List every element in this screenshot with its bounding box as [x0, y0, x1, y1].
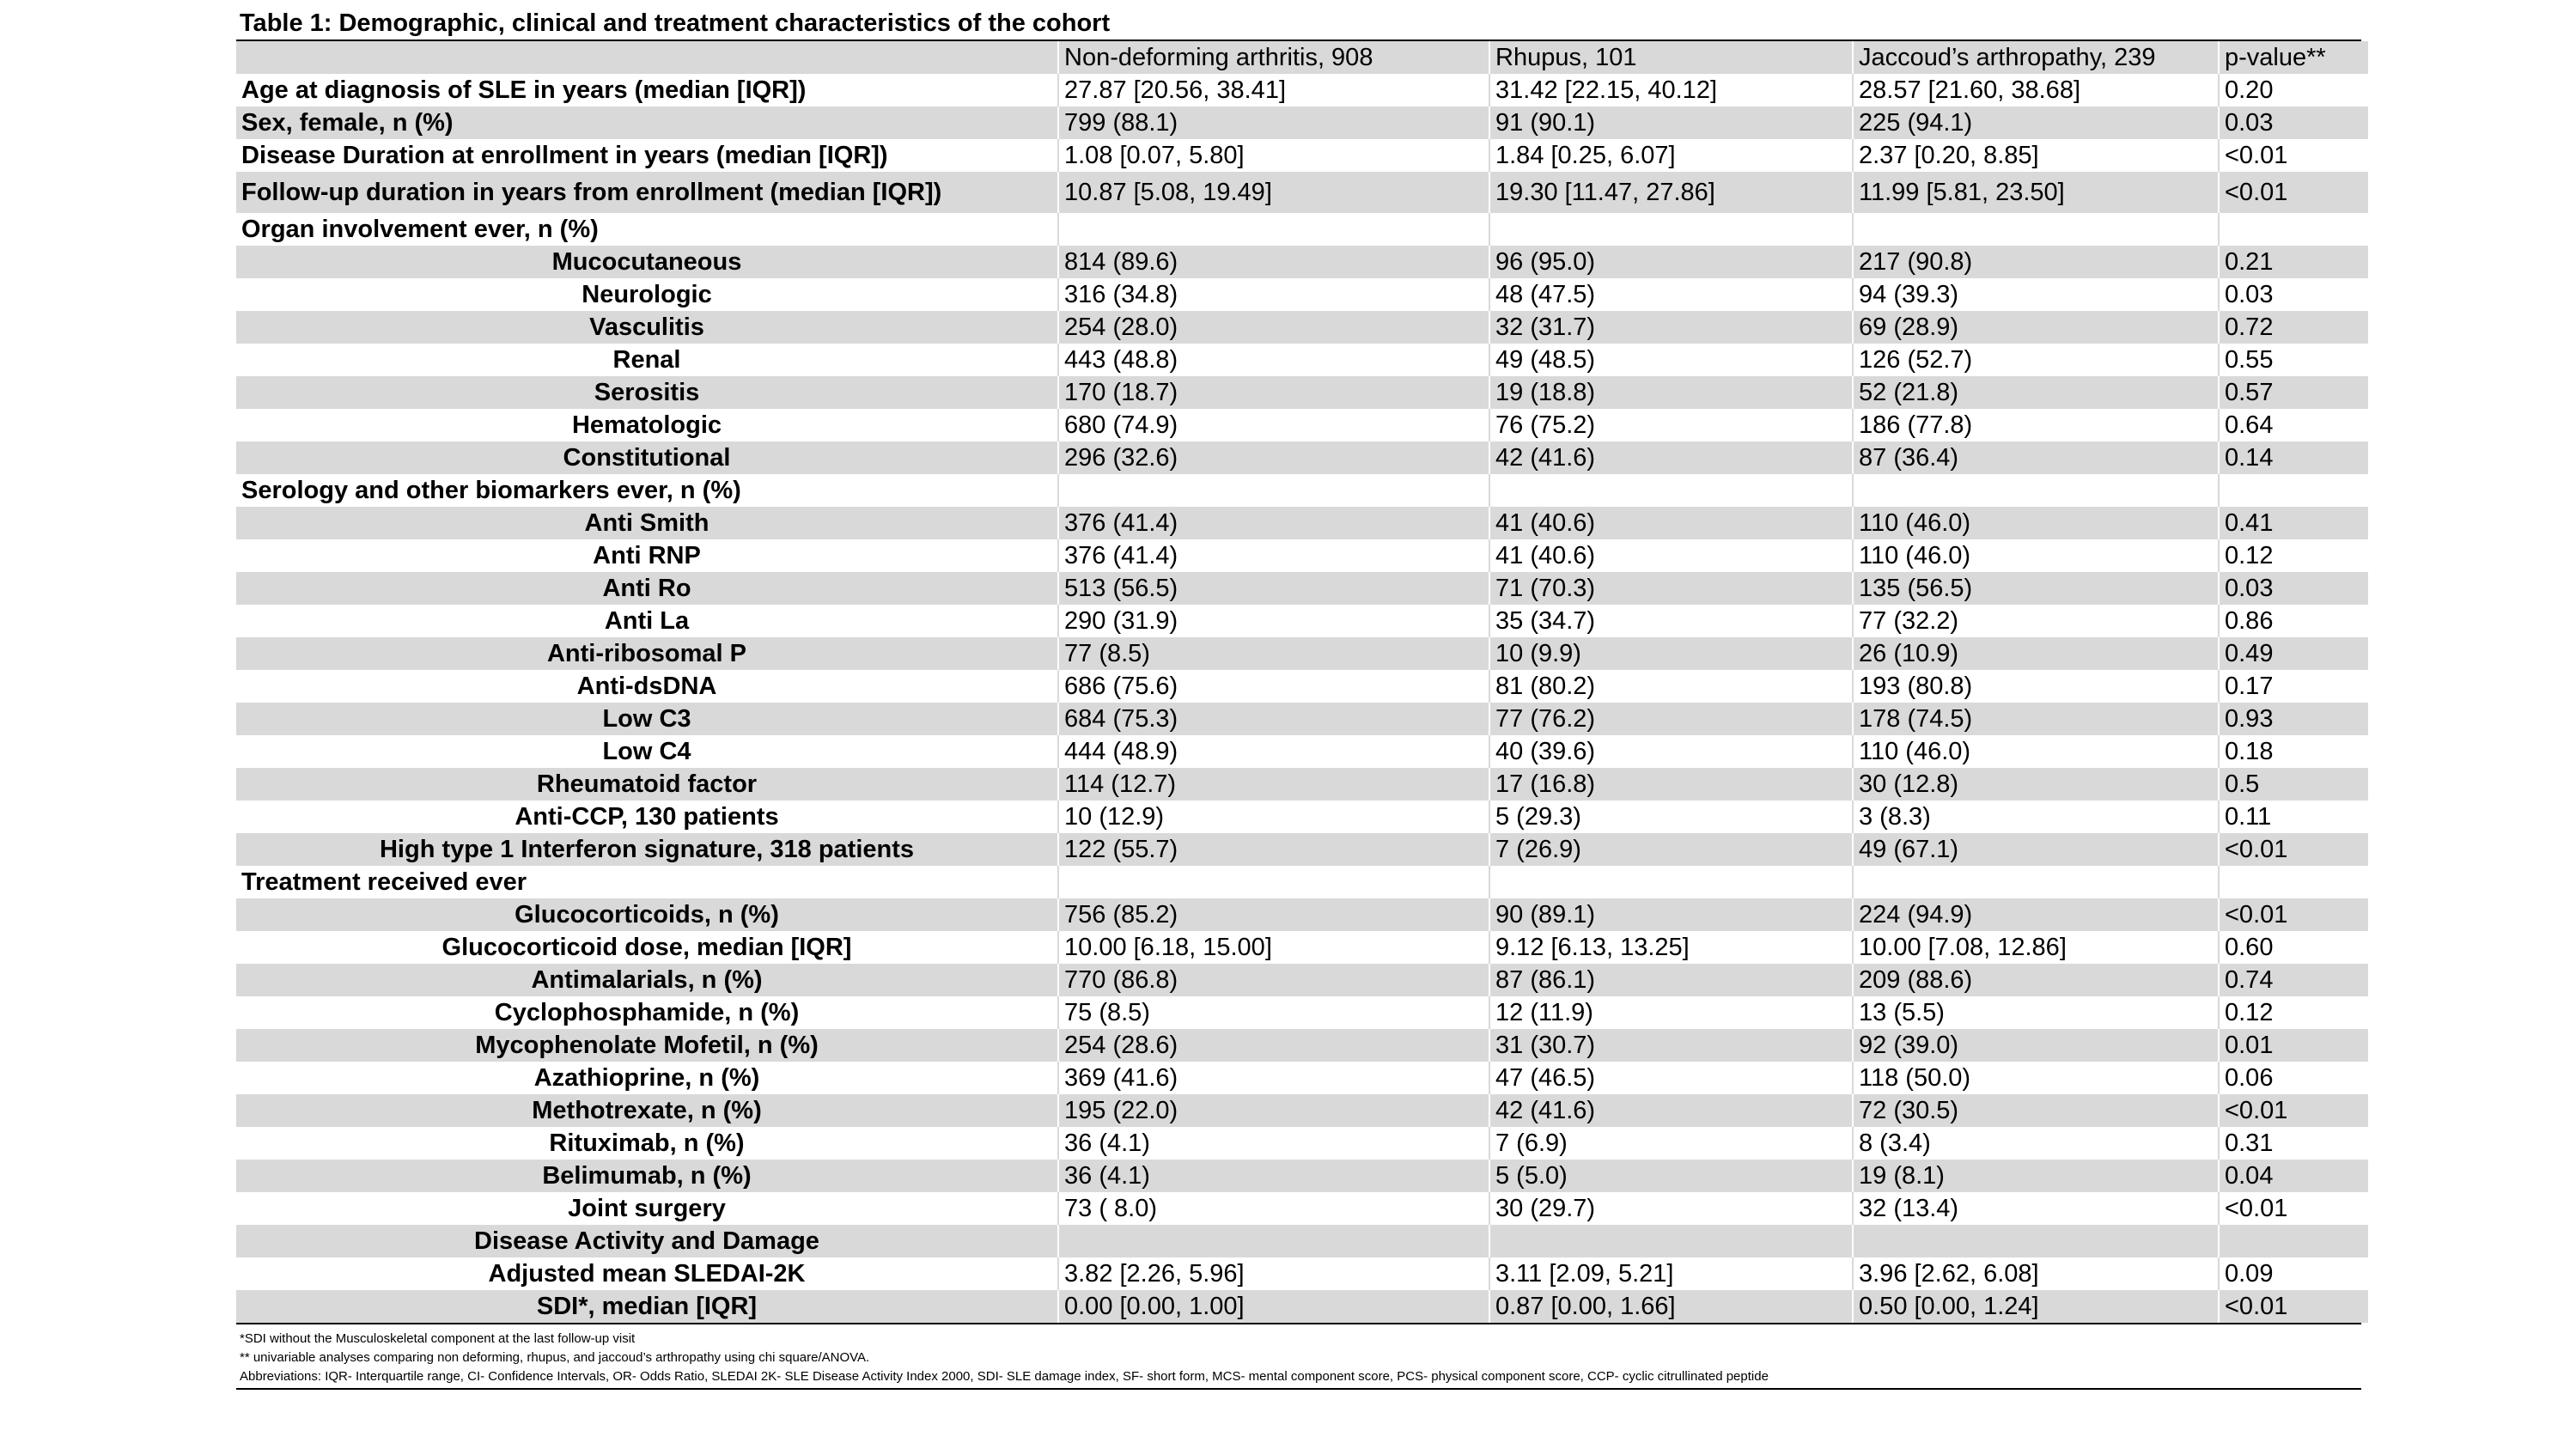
table-row	[236, 572, 2368, 605]
table-header-row	[236, 41, 2368, 74]
cell-p-value: 0.03	[2219, 278, 2368, 311]
table-row	[236, 1094, 2368, 1127]
row-label: Anti RNP	[236, 539, 1058, 572]
cell-rhupus: 76 (75.2)	[1489, 409, 1853, 441]
row-label: Hematologic	[236, 409, 1058, 441]
header-cell-non-deforming: Non-deforming arthritis, 908	[1058, 41, 1489, 74]
cell-rhupus: 0.87 [0.00, 1.66]	[1489, 1290, 1853, 1323]
cell-jaccoud: 77 (32.2)	[1853, 605, 2219, 637]
cell-rhupus: 9.12 [6.13, 13.25]	[1489, 931, 1853, 964]
cell-p-value	[2219, 474, 2368, 507]
cell-jaccoud: 92 (39.0)	[1853, 1029, 2219, 1062]
row-label: Glucocorticoids, n (%)	[236, 898, 1058, 931]
table-title: Table 1: Demographic, clinical and treatment characteristics of the cohort	[236, 7, 2361, 41]
cell-non-deforming: 686 (75.6)	[1058, 670, 1489, 703]
cell-non-deforming: 36 (4.1)	[1058, 1127, 1489, 1160]
cell-rhupus: 19 (18.8)	[1489, 376, 1853, 409]
cell-jaccoud: 52 (21.8)	[1853, 376, 2219, 409]
cell-rhupus: 19.30 [11.47, 27.86]	[1489, 172, 1853, 213]
cell-p-value: 0.09	[2219, 1257, 2368, 1290]
cell-jaccoud: 0.50 [0.00, 1.24]	[1853, 1290, 2219, 1323]
table-row	[236, 311, 2368, 344]
cell-rhupus: 35 (34.7)	[1489, 605, 1853, 637]
cell-jaccoud: 217 (90.8)	[1853, 246, 2219, 278]
cell-non-deforming: 36 (4.1)	[1058, 1160, 1489, 1192]
cell-non-deforming: 27.87 [20.56, 38.41]	[1058, 74, 1489, 107]
row-label: Low C3	[236, 703, 1058, 735]
cell-jaccoud: 118 (50.0)	[1853, 1062, 2219, 1094]
table-row	[236, 507, 2368, 539]
row-label: Follow-up duration in years from enrollment (median [IQR])	[236, 172, 1058, 213]
row-label: Disease Activity and Damage	[236, 1225, 1058, 1257]
row-label: Neurologic	[236, 278, 1058, 311]
cell-non-deforming: 316 (34.8)	[1058, 278, 1489, 311]
cell-rhupus: 10 (9.9)	[1489, 637, 1853, 670]
cell-non-deforming: 3.82 [2.26, 5.96]	[1058, 1257, 1489, 1290]
cell-non-deforming: 1.08 [0.07, 5.80]	[1058, 139, 1489, 172]
cell-jaccoud: 26 (10.9)	[1853, 637, 2219, 670]
cell-non-deforming: 10 (12.9)	[1058, 801, 1489, 833]
header-cell-rhupus: Rhupus, 101	[1489, 41, 1853, 74]
cell-rhupus: 31.42 [22.15, 40.12]	[1489, 74, 1853, 107]
cell-non-deforming: 254 (28.6)	[1058, 1029, 1489, 1062]
row-label: Anti-ribosomal P	[236, 637, 1058, 670]
cell-jaccoud: 87 (36.4)	[1853, 441, 2219, 474]
cell-rhupus: 41 (40.6)	[1489, 507, 1853, 539]
cell-p-value: 0.21	[2219, 246, 2368, 278]
cell-jaccoud: 32 (13.4)	[1853, 1192, 2219, 1225]
cell-rhupus: 48 (47.5)	[1489, 278, 1853, 311]
row-label: Antimalarials, n (%)	[236, 964, 1058, 996]
cell-rhupus: 96 (95.0)	[1489, 246, 1853, 278]
row-label: Disease Duration at enrollment in years (median [IQR])	[236, 139, 1058, 172]
table-row	[236, 768, 2368, 801]
cell-rhupus: 49 (48.5)	[1489, 344, 1853, 376]
cell-non-deforming: 195 (22.0)	[1058, 1094, 1489, 1127]
cell-rhupus	[1489, 1225, 1853, 1257]
cell-rhupus: 3.11 [2.09, 5.21]	[1489, 1257, 1853, 1290]
cell-rhupus	[1489, 474, 1853, 507]
cell-p-value: 0.49	[2219, 637, 2368, 670]
cell-p-value	[2219, 1225, 2368, 1257]
cell-p-value: 0.86	[2219, 605, 2368, 637]
row-label: Age at diagnosis of SLE in years (median [IQR])	[236, 74, 1058, 107]
cell-p-value: 0.03	[2219, 572, 2368, 605]
table-row	[236, 139, 2368, 172]
cell-jaccoud: 49 (67.1)	[1853, 833, 2219, 866]
cell-p-value: 0.03	[2219, 107, 2368, 139]
header-cell-jaccoud: Jaccoud’s arthropathy, 239	[1853, 41, 2219, 74]
cell-p-value: <0.01	[2219, 833, 2368, 866]
table-row	[236, 1257, 2368, 1290]
cell-rhupus: 91 (90.1)	[1489, 107, 1853, 139]
cell-non-deforming: 444 (48.9)	[1058, 735, 1489, 768]
cell-jaccoud: 30 (12.8)	[1853, 768, 2219, 801]
cell-jaccoud: 225 (94.1)	[1853, 107, 2219, 139]
table-row	[236, 278, 2368, 311]
row-label: Constitutional	[236, 441, 1058, 474]
cell-non-deforming: 770 (86.8)	[1058, 964, 1489, 996]
header-cell-p-value: p-value**	[2219, 41, 2368, 74]
table-body	[236, 41, 2368, 1323]
cell-jaccoud	[1853, 474, 2219, 507]
cell-non-deforming: 10.87 [5.08, 19.49]	[1058, 172, 1489, 213]
cell-jaccoud: 110 (46.0)	[1853, 539, 2219, 572]
cell-p-value: 0.74	[2219, 964, 2368, 996]
table-row	[236, 801, 2368, 833]
table-row	[236, 539, 2368, 572]
cell-rhupus: 40 (39.6)	[1489, 735, 1853, 768]
row-label: Adjusted mean SLEDAI-2K	[236, 1257, 1058, 1290]
cell-non-deforming: 254 (28.0)	[1058, 311, 1489, 344]
characteristics-table	[236, 41, 2368, 1323]
row-label: Anti-CCP, 130 patients	[236, 801, 1058, 833]
cell-rhupus: 31 (30.7)	[1489, 1029, 1853, 1062]
cell-non-deforming: 814 (89.6)	[1058, 246, 1489, 278]
table-row	[236, 1160, 2368, 1192]
cell-non-deforming: 290 (31.9)	[1058, 605, 1489, 637]
cell-p-value: 0.57	[2219, 376, 2368, 409]
cell-non-deforming: 0.00 [0.00, 1.00]	[1058, 1290, 1489, 1323]
cell-p-value: 0.17	[2219, 670, 2368, 703]
cell-non-deforming	[1058, 1225, 1489, 1257]
cell-jaccoud: 69 (28.9)	[1853, 311, 2219, 344]
cell-rhupus: 32 (31.7)	[1489, 311, 1853, 344]
cell-non-deforming: 73 ( 8.0)	[1058, 1192, 1489, 1225]
table-row	[236, 376, 2368, 409]
row-label: Serositis	[236, 376, 1058, 409]
cell-p-value	[2219, 866, 2368, 898]
table-row	[236, 637, 2368, 670]
cell-p-value: 0.18	[2219, 735, 2368, 768]
bottom-rule	[236, 1388, 2361, 1390]
cell-jaccoud: 19 (8.1)	[1853, 1160, 2219, 1192]
cell-jaccoud: 13 (5.5)	[1853, 996, 2219, 1029]
table-row	[236, 1225, 2368, 1257]
cell-p-value: 0.01	[2219, 1029, 2368, 1062]
cell-p-value: 0.14	[2219, 441, 2368, 474]
table-row	[236, 1127, 2368, 1160]
row-label: Low C4	[236, 735, 1058, 768]
row-label: Joint surgery	[236, 1192, 1058, 1225]
cell-p-value: 0.64	[2219, 409, 2368, 441]
cell-jaccoud: 193 (80.8)	[1853, 670, 2219, 703]
cell-jaccoud	[1853, 866, 2219, 898]
cell-jaccoud: 110 (46.0)	[1853, 507, 2219, 539]
row-label: Treatment received ever	[236, 866, 1058, 898]
cell-non-deforming: 684 (75.3)	[1058, 703, 1489, 735]
cell-p-value: 0.20	[2219, 74, 2368, 107]
cell-rhupus: 7 (26.9)	[1489, 833, 1853, 866]
row-label: Mycophenolate Mofetil, n (%)	[236, 1029, 1058, 1062]
table-row	[236, 964, 2368, 996]
header-cell-blank	[236, 41, 1058, 74]
cell-non-deforming: 122 (55.7)	[1058, 833, 1489, 866]
cell-non-deforming: 369 (41.6)	[1058, 1062, 1489, 1094]
row-label: High type 1 Interferon signature, 318 patients	[236, 833, 1058, 866]
cell-non-deforming: 376 (41.4)	[1058, 539, 1489, 572]
cell-jaccoud: 186 (77.8)	[1853, 409, 2219, 441]
cell-jaccoud: 8 (3.4)	[1853, 1127, 2219, 1160]
cell-jaccoud: 2.37 [0.20, 8.85]	[1853, 139, 2219, 172]
table-row	[236, 213, 2368, 246]
cell-jaccoud: 110 (46.0)	[1853, 735, 2219, 768]
table-row	[236, 898, 2368, 931]
cell-rhupus	[1489, 866, 1853, 898]
cell-rhupus: 47 (46.5)	[1489, 1062, 1853, 1094]
table-row	[236, 107, 2368, 139]
cell-jaccoud	[1853, 213, 2219, 246]
cell-p-value: 0.72	[2219, 311, 2368, 344]
cell-non-deforming: 513 (56.5)	[1058, 572, 1489, 605]
cell-rhupus: 7 (6.9)	[1489, 1127, 1853, 1160]
table-row	[236, 74, 2368, 107]
row-label: Cyclophosphamide, n (%)	[236, 996, 1058, 1029]
row-label: Anti-dsDNA	[236, 670, 1058, 703]
table-document	[236, 7, 2361, 1390]
cell-rhupus: 1.84 [0.25, 6.07]	[1489, 139, 1853, 172]
table-row	[236, 703, 2368, 735]
cell-rhupus: 42 (41.6)	[1489, 441, 1853, 474]
row-label: Rituximab, n (%)	[236, 1127, 1058, 1160]
cell-rhupus	[1489, 213, 1853, 246]
cell-jaccoud: 3 (8.3)	[1853, 801, 2219, 833]
row-label: Glucocorticoid dose, median [IQR]	[236, 931, 1058, 964]
cell-p-value: 0.04	[2219, 1160, 2368, 1192]
cell-non-deforming: 799 (88.1)	[1058, 107, 1489, 139]
cell-p-value: 0.12	[2219, 539, 2368, 572]
cell-p-value: <0.01	[2219, 172, 2368, 213]
row-label: Azathioprine, n (%)	[236, 1062, 1058, 1094]
row-label: Rheumatoid factor	[236, 768, 1058, 801]
cell-p-value: <0.01	[2219, 1192, 2368, 1225]
cell-non-deforming: 756 (85.2)	[1058, 898, 1489, 931]
cell-p-value: 0.41	[2219, 507, 2368, 539]
row-label: Organ involvement ever, n (%)	[236, 213, 1058, 246]
cell-non-deforming: 680 (74.9)	[1058, 409, 1489, 441]
table-row	[236, 833, 2368, 866]
table-row	[236, 474, 2368, 507]
cell-non-deforming	[1058, 213, 1489, 246]
cell-rhupus: 71 (70.3)	[1489, 572, 1853, 605]
cell-rhupus: 17 (16.8)	[1489, 768, 1853, 801]
cell-p-value: <0.01	[2219, 1094, 2368, 1127]
row-label: Methotrexate, n (%)	[236, 1094, 1058, 1127]
cell-jaccoud: 135 (56.5)	[1853, 572, 2219, 605]
row-label: Sex, female, n (%)	[236, 107, 1058, 139]
cell-non-deforming: 75 (8.5)	[1058, 996, 1489, 1029]
cell-p-value: 0.06	[2219, 1062, 2368, 1094]
cell-jaccoud: 11.99 [5.81, 23.50]	[1853, 172, 2219, 213]
table-row	[236, 1062, 2368, 1094]
row-label: Serology and other biomarkers ever, n (%)	[236, 474, 1058, 507]
cell-jaccoud: 28.57 [21.60, 38.68]	[1853, 74, 2219, 107]
cell-non-deforming	[1058, 474, 1489, 507]
cell-p-value: 0.60	[2219, 931, 2368, 964]
cell-jaccoud: 94 (39.3)	[1853, 278, 2219, 311]
row-label: Anti La	[236, 605, 1058, 637]
cell-rhupus: 42 (41.6)	[1489, 1094, 1853, 1127]
cell-p-value: 0.31	[2219, 1127, 2368, 1160]
cell-non-deforming: 170 (18.7)	[1058, 376, 1489, 409]
cell-jaccoud: 72 (30.5)	[1853, 1094, 2219, 1127]
row-label: SDI*, median [IQR]	[236, 1290, 1058, 1323]
row-label: Mucocutaneous	[236, 246, 1058, 278]
cell-jaccoud: 224 (94.9)	[1853, 898, 2219, 931]
table-row	[236, 866, 2368, 898]
cell-p-value: 0.55	[2219, 344, 2368, 376]
table-row	[236, 441, 2368, 474]
cell-non-deforming: 443 (48.8)	[1058, 344, 1489, 376]
table-row	[236, 996, 2368, 1029]
row-label: Renal	[236, 344, 1058, 376]
cell-p-value: <0.01	[2219, 1290, 2368, 1323]
footnote-abbreviations: Abbreviations: IQR- Interquartile range, CI- Confidence Intervals, OR- Odds Ratio, SLEDAI 2K- SLE Disease Activity Index 2000, SDI- SLE damage index, SF- short form, MCS- mental component score, PCS- physical component score, CCP- cyclic citrullinated peptide	[240, 1369, 1769, 1384]
cell-rhupus: 12 (11.9)	[1489, 996, 1853, 1029]
footnotes	[236, 1323, 2361, 1386]
cell-jaccoud: 209 (88.6)	[1853, 964, 2219, 996]
cell-non-deforming: 10.00 [6.18, 15.00]	[1058, 931, 1489, 964]
cell-rhupus: 77 (76.2)	[1489, 703, 1853, 735]
table-row	[236, 931, 2368, 964]
cell-jaccoud: 10.00 [7.08, 12.86]	[1853, 931, 2219, 964]
cell-jaccoud: 126 (52.7)	[1853, 344, 2219, 376]
table-row	[236, 670, 2368, 703]
table-row	[236, 344, 2368, 376]
cell-p-value	[2219, 213, 2368, 246]
cell-non-deforming	[1058, 866, 1489, 898]
cell-p-value: <0.01	[2219, 898, 2368, 931]
footnote-sdi: *SDI without the Musculoskeletal component at the last follow-up visit	[240, 1331, 636, 1346]
cell-jaccoud: 3.96 [2.62, 6.08]	[1853, 1257, 2219, 1290]
row-label: Vasculitis	[236, 311, 1058, 344]
cell-non-deforming: 376 (41.4)	[1058, 507, 1489, 539]
table-row	[236, 1192, 2368, 1225]
cell-rhupus: 90 (89.1)	[1489, 898, 1853, 931]
row-label: Belimumab, n (%)	[236, 1160, 1058, 1192]
cell-non-deforming: 77 (8.5)	[1058, 637, 1489, 670]
cell-p-value: <0.01	[2219, 139, 2368, 172]
table-row	[236, 735, 2368, 768]
cell-p-value: 0.5	[2219, 768, 2368, 801]
cell-p-value: 0.12	[2219, 996, 2368, 1029]
row-label: Anti Smith	[236, 507, 1058, 539]
table-row	[236, 1290, 2368, 1323]
cell-jaccoud: 178 (74.5)	[1853, 703, 2219, 735]
cell-jaccoud	[1853, 1225, 2219, 1257]
table-row	[236, 605, 2368, 637]
cell-non-deforming: 114 (12.7)	[1058, 768, 1489, 801]
cell-rhupus: 30 (29.7)	[1489, 1192, 1853, 1225]
cell-p-value: 0.93	[2219, 703, 2368, 735]
table-row	[236, 409, 2368, 441]
row-label: Anti Ro	[236, 572, 1058, 605]
cell-rhupus: 81 (80.2)	[1489, 670, 1853, 703]
cell-rhupus: 5 (29.3)	[1489, 801, 1853, 833]
footnote-analysis: ** univariable analyses comparing non deforming, rhupus, and jaccoud’s arthropathy using chi square/ANOVA.	[240, 1350, 870, 1365]
cell-rhupus: 5 (5.0)	[1489, 1160, 1853, 1192]
cell-rhupus: 87 (86.1)	[1489, 964, 1853, 996]
cell-non-deforming: 296 (32.6)	[1058, 441, 1489, 474]
table-row	[236, 172, 2368, 213]
table-row	[236, 1029, 2368, 1062]
cell-p-value: 0.11	[2219, 801, 2368, 833]
table-row	[236, 246, 2368, 278]
cell-rhupus: 41 (40.6)	[1489, 539, 1853, 572]
